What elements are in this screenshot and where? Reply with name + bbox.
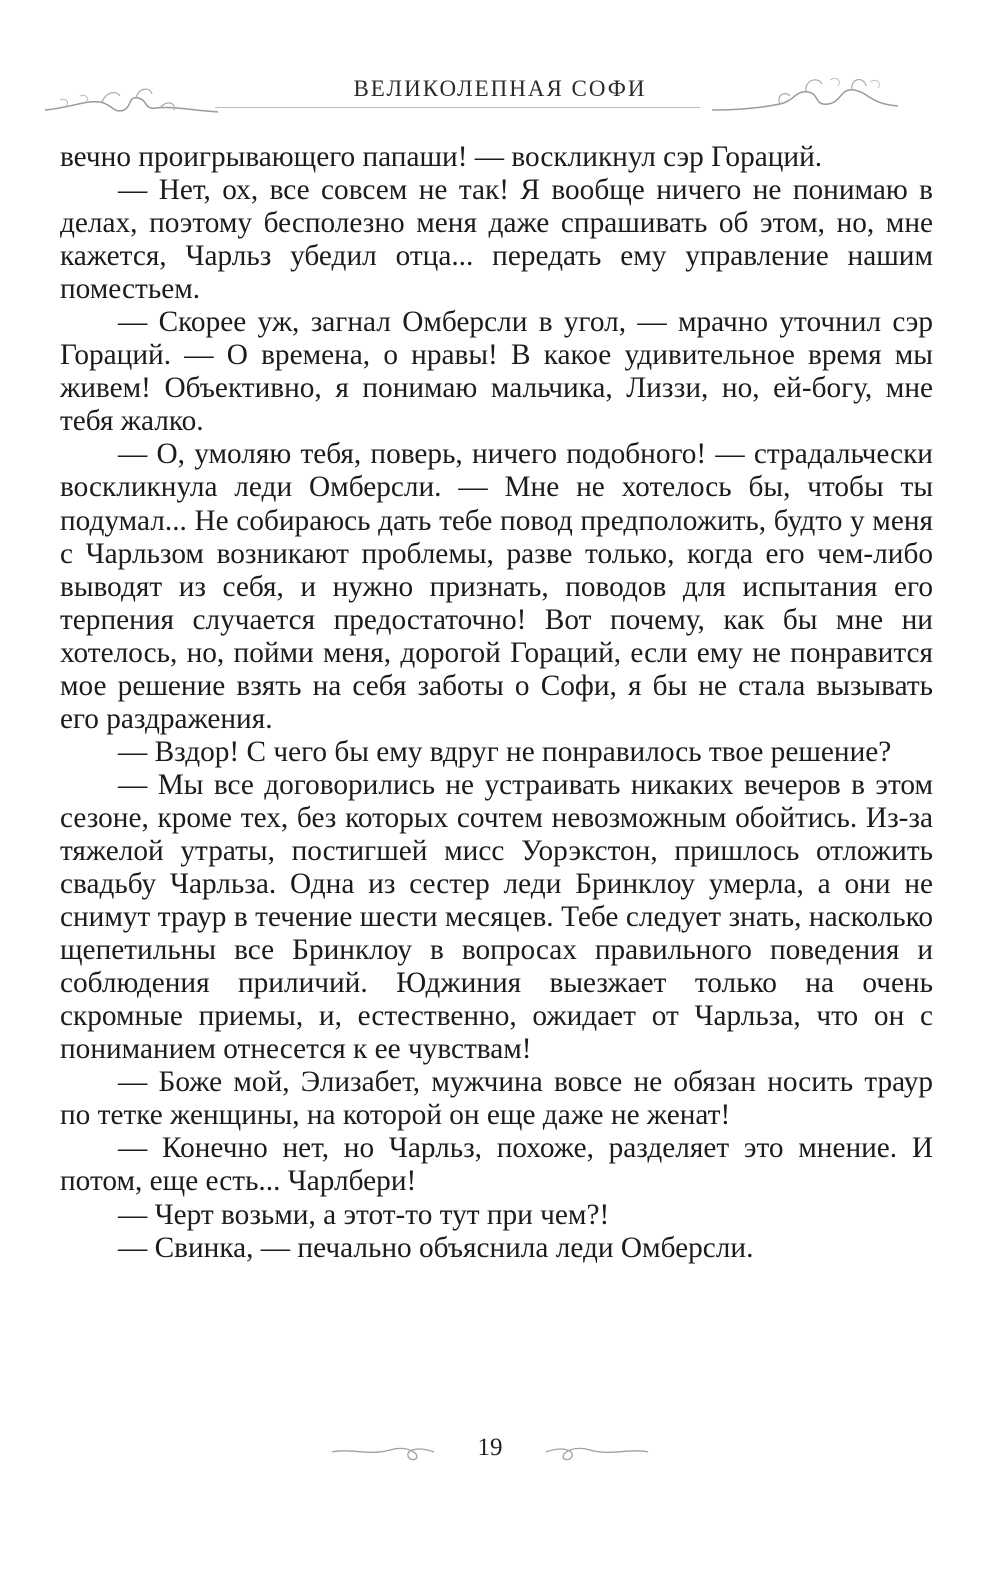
page-footer [320,1430,660,1470]
flourish-ornament-icon [540,1438,650,1464]
paragraph: — О, умоляю тебя, поверь, ничего подобного! — страдальчески воскликнула леди Омберсли. — Мне не хотелось бы, чтобы ты подумал... Не собираюсь дать тебе повод предположить, будто у меня с Чарльзом возникают проблемы, разве только, когда его чем-либо выводят из себя, и нужно признать, поводов для испытания его терпения случается предостаточно! Вот почему, как бы мне ни хотелось, но, пойми меня, дорогой Гораций, если ему не понравится мое решение взять на себя заботы о Софи, я бы не стала вызывать его раздражения. [60,438,933,735]
header-rule [215,107,700,108]
paragraph: вечно проигрывающего папаши! — воскликнул сэр Гораций. [60,141,823,173]
paragraph: — Скорее уж, загнал Омберсли в угол, — мрачно уточнил сэр Гораций. — О времена, о нравы! В какое удивительное время мы живем! Объективно, я понимаю мальчика, Лиззи, но, ей-богу, мне тебя жалко. [60,306,933,438]
body-text [60,141,933,1265]
running-header [0,60,1000,130]
flourish-ornament-icon [710,70,900,120]
paragraph: — Конечно нет, но Чарльз, похоже, разделяет это мнение. И потом, еще есть... Чарлбери! [60,1132,933,1198]
paragraph: — Свинка, — печально объяснила леди Омберсли. [118,1231,754,1264]
paragraph: — Мы все договорились не устраивать никаких вечеров в этом сезоне, кроме тех, без которых сочтем невозможным обойтись. Из-за тяжелой утраты, постигшей мисс Уорэкстон, пришлось отложить свадьбу Чарльза. Одна из сестер леди Бринклоу умерла, а они не снимут траур в течение шести месяцев. Тебе следует знать, насколько щепетильны все Бринклоу в вопросах правильного поведения и соблюдения приличий. Юджиния выезжает только на очень скромные приемы, и, естественно, ожидает от Чарльза, что он с пониманием отнесется к ее чувствам! [60,768,933,1066]
paragraph: — Нет, ох, все совсем не так! Я вообще ничего не понимаю в делах, поэтому бесполезно меня даже спрашивать об этом, но, мне кажется, Чарльз убедил отца... передать ему управление нашим поместьем. [60,174,933,306]
page-number: 19 [477,1434,503,1461]
page-title: ВЕЛИКОЛЕПНАЯ СОФИ [353,76,647,101]
paragraph: — Черт возьми, а этот-то тут при чем?! [118,1198,610,1231]
paragraph: — Боже мой, Элизабет, мужчина вовсе не обязан носить траур по тетке женщины, на которой он еще даже не женат! [60,1066,933,1132]
paragraph: — Вздор! С чего бы ему вдруг не понравилось твое решение? [118,735,892,768]
